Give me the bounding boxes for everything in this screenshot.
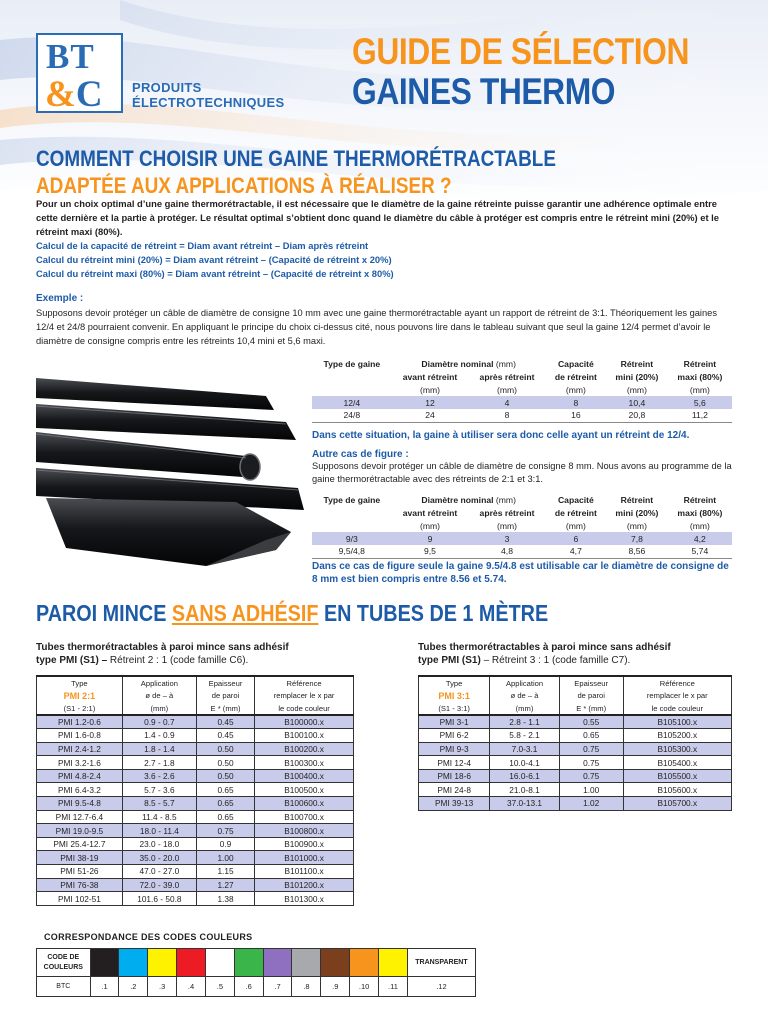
pmi-2-1-cell: PMI 12.7-6.4 — [37, 810, 123, 824]
pmi-2-1-cell: B100500.x — [255, 783, 354, 797]
pmi-3-1-cell: 0.75 — [559, 756, 623, 770]
table-row — [37, 783, 354, 797]
col-diametre-nominal: Diamètre nominal (mm) — [421, 358, 516, 369]
calc-table-1-header-row-2: avant rétreint après rétreint de rétreint mini (20%) maxi (80%) — [402, 371, 723, 382]
table-row — [37, 824, 354, 838]
pmi-2-1-cell: PMI 9.5-4.8 — [37, 797, 123, 811]
color-code-row — [37, 977, 476, 997]
pmi-3-1-cell: 16.0-6.1 — [490, 769, 559, 783]
table-row — [37, 810, 354, 824]
table-row — [419, 742, 732, 756]
pmi-2-1-cell: PMI 102-51 — [37, 892, 123, 906]
pmi-3-1-cell: PMI 12-4 — [419, 756, 490, 770]
pmi-2-1-cell: B100100.x — [255, 729, 354, 743]
color-swatch — [177, 949, 206, 977]
color-swatch — [321, 949, 350, 977]
table-row — [37, 729, 354, 743]
pmi-3-1-cell: 21.0-8.1 — [490, 783, 559, 797]
pmi-2-1-header-2: PMI 2:1 ø de – à de paroi remplacer le x par — [37, 689, 354, 702]
pmi-2-1-cell: 101.6 - 50.8 — [122, 892, 196, 906]
pmi-3-1-header-2: PMI 3:1 ø de – à de paroi remplacer le x par — [419, 689, 732, 702]
formula-min: Calcul du rétreint mini (20%) = Diam avant rétreint – (Capacité de rétreint x 20%) — [36, 254, 392, 265]
pmi-2-1-cell: 2.7 - 1.8 — [122, 756, 196, 770]
calc-table-1-unit-row: (mm) (mm) (mm) (mm) (mm) — [419, 384, 710, 395]
pmi-left-caption: Tubes thermorétractables à paroi mince sans adhésif type PMI (S1) – Rétreint 2 : 1 (code famille C6). — [36, 642, 289, 666]
pmi-2-1-cell: B100300.x — [255, 756, 354, 770]
logo-letters-c: &C — [45, 74, 103, 115]
heat-shrink-tubes-photo — [36, 370, 306, 572]
pmi-2-1-cell: B101000.x — [255, 851, 354, 865]
other-case-text: Supposons devoir protéger un câble de diamètre de consigne 8 mm. Nous avons au programme de la gaine thermorétractable avec des rétreints de 2:1 et 3:1. — [312, 461, 732, 484]
color-code-value: .10 — [350, 977, 379, 997]
pmi-3-1-cell: PMI 39-13 — [419, 797, 490, 811]
pmi-3-1-cell: B105200.x — [623, 729, 731, 743]
table-row — [37, 865, 354, 879]
pmi-3-1-cell: PMI 18-6 — [419, 769, 490, 783]
table-row — [419, 783, 732, 797]
color-code-value: .5 — [205, 977, 234, 997]
color-code-value: .12 — [407, 977, 475, 997]
pmi-2-1-cell: 0.65 — [196, 783, 254, 797]
pmi-3-1-cell: 5.8 - 2.1 — [490, 729, 559, 743]
pmi-2-1-cell: B100400.x — [255, 769, 354, 783]
pmi-2-1-cell: B100700.x — [255, 810, 354, 824]
table-row: 24/8 24 8 16 20,8 11,2 — [312, 409, 732, 422]
company-logo — [36, 33, 123, 113]
pmi-3-1-cell: 0.65 — [559, 729, 623, 743]
pmi-3-1-cell: 1.02 — [559, 797, 623, 811]
pmi-2-1-cell: 23.0 - 18.0 — [122, 837, 196, 851]
pmi-3-1-cell: B105600.x — [623, 783, 731, 797]
pmi-2-1-cell: 72.0 - 39.0 — [122, 878, 196, 892]
table-row — [37, 837, 354, 851]
pmi-3-1-cell: 7.0-3.1 — [490, 742, 559, 756]
table-row — [37, 892, 354, 906]
color-swatch — [90, 949, 119, 977]
calc-table-2-note: Dans ce cas de figure seule la gaine 9.5/4.8 est utilisable car le diamètre de consigne de 8 mm est bien compris entre 8.56 et 5.74. — [312, 561, 729, 585]
page-title-line1: GUIDE DE SÉLECTION — [352, 31, 690, 72]
intro-paragraph — [36, 197, 736, 281]
pmi-2-1-cell: B100900.x — [255, 837, 354, 851]
pmi-3-1-cell: 2.8 - 1.1 — [490, 715, 559, 729]
pmi-2-1-cell: 0.75 — [196, 824, 254, 838]
pmi-2-1-cell: 1.15 — [196, 865, 254, 879]
example-text: Supposons devoir protéger un câble de diamètre de consigne 10 mm avec une gaine thermorétractable ayant un rapport de rétreint de 3:1. Théoriquement les gaines 12/4 et 24/8 pourraient convenir. En appliquant le principe du choix ci-dessus cité, nous pouvons lire dans le tableau suivant que seul la gaine 12/4 permet d’avoir le diamètre de consigne compris entre les rétreints 10,4 mini et 5,6 maxi. — [36, 308, 717, 346]
pmi-3-1-cell: PMI 3-1 — [419, 715, 490, 729]
pmi-3-1-table — [418, 675, 732, 811]
table-row: 9,5/4,8 9,5 4,8 4,7 8,56 5,74 — [312, 545, 732, 558]
pmi-2-1-cell: 0.65 — [196, 810, 254, 824]
pmi-3-1-cell: PMI 9-3 — [419, 742, 490, 756]
pmi-2-1-cell: 1.8 - 1.4 — [122, 742, 196, 756]
color-swatch — [119, 949, 148, 977]
section2-heading: PAROI MINCE SANS ADHÉSIF EN TUBES DE 1 MÈTRE — [36, 600, 549, 626]
table-row — [37, 797, 354, 811]
pmi-3-1-cell: B105500.x — [623, 769, 731, 783]
pmi-3-1-cell: B105300.x — [623, 742, 731, 756]
pmi-2-1-cell: 1.38 — [196, 892, 254, 906]
pmi-3-1-cell: B105700.x — [623, 797, 731, 811]
color-swatch-row — [37, 949, 476, 977]
example-title: Exemple : — [36, 293, 84, 304]
color-code-value: .2 — [119, 977, 148, 997]
pmi-2-1-cell: B101200.x — [255, 878, 354, 892]
section1-heading-line1: COMMENT CHOISIR UNE GAINE THERMORÉTRACTABLE — [36, 146, 556, 171]
pmi-2-1-cell: B101300.x — [255, 892, 354, 906]
intro-text: Pour un choix optimal d’une gaine thermorétractable, il est nécessaire que le diamètre de la gaine rétreinte puisse garantir une adhérence optimale entre cette dernière et la partie à protéger. Le résultat optimal s’obtient donc quand le diamètre du câble à protéger est compris entre le rétreint mini (20%) et le rétreint maxi (80%). — [36, 198, 719, 237]
page-title-line2: GAINES THERMO — [352, 71, 616, 112]
pmi-2-1-cell: 3.6 - 2.6 — [122, 769, 196, 783]
pmi-3-1-cell: B105100.x — [623, 715, 731, 729]
pmi-2-1-cell: PMI 2.4-1.2 — [37, 742, 123, 756]
pmi-right-caption: Tubes thermorétractables à paroi mince sans adhésif type PMI (S1) – Rétreint 3 : 1 (code famille C7). — [418, 642, 671, 666]
pmi-3-1-cell: 1.00 — [559, 783, 623, 797]
table-row — [419, 729, 732, 743]
pmi-2-1-cell: B100600.x — [255, 797, 354, 811]
pmi-2-1-cell: 35.0 - 20.0 — [122, 851, 196, 865]
calc-table-1-header-row — [312, 357, 732, 370]
pmi-2-1-cell: 0.45 — [196, 729, 254, 743]
pmi-2-1-cell: PMI 38-19 — [37, 851, 123, 865]
color-swatch — [205, 949, 234, 977]
other-case-title: Autre cas de figure : — [312, 449, 409, 460]
calc-table-2 — [312, 493, 732, 559]
pmi-2-1-cell: 0.65 — [196, 797, 254, 811]
pmi-2-1-cell: B100800.x — [255, 824, 354, 838]
color-code-value: .6 — [234, 977, 263, 997]
pmi-2-1-cell: 0.50 — [196, 769, 254, 783]
color-code-value: .8 — [292, 977, 321, 997]
pmi-2-1-cell: PMI 76-38 — [37, 878, 123, 892]
color-code-value: .11 — [379, 977, 408, 997]
color-swatch — [234, 949, 263, 977]
color-code-value: .1 — [90, 977, 119, 997]
color-swatch — [263, 949, 292, 977]
calc-table-2-header-row: Type de gaine Diamètre nominal (mm) Capacité Rétreint Rétreint — [323, 494, 717, 505]
color-swatch — [148, 949, 177, 977]
col-retreint-mini: Rétreint — [620, 358, 654, 369]
pmi-2-1-cell: PMI 25.4-12.7 — [37, 837, 123, 851]
pmi-3-1-cell: PMI 6-2 — [419, 729, 490, 743]
pmi-2-1-cell: 8.5 - 5.7 — [122, 797, 196, 811]
calc-table-1-note: Dans cette situation, la gaine à utiliser sera donc celle ayant un rétreint de 12/4. — [312, 430, 690, 441]
logo-tagline-line1: PRODUITS — [132, 80, 202, 95]
pmi-2-1-cell: 18.0 - 11.4 — [122, 824, 196, 838]
table-row: 12/4 12 4 8 10,4 5,6 — [312, 396, 732, 409]
color-code-value: .9 — [321, 977, 350, 997]
pmi-2-1-cell: B100200.x — [255, 742, 354, 756]
table-row — [419, 769, 732, 783]
calc-table-2-unit-row: (mm) (mm) (mm) (mm) (mm) — [419, 520, 710, 531]
pmi-2-1-cell: 1.27 — [196, 878, 254, 892]
table-row: 9/3 9 3 6 7,8 4,2 — [312, 532, 732, 545]
pmi-3-1-cell: 10.0-4.1 — [490, 756, 559, 770]
calc-table-1 — [312, 357, 732, 423]
color-swatch — [379, 949, 408, 977]
table-row — [37, 851, 354, 865]
color-codes-label: CODE DE COULEURS — [37, 949, 91, 977]
color-swatch — [350, 949, 379, 977]
logo-letters-bt: BT — [46, 37, 95, 76]
pmi-3-1-cell: 0.55 — [559, 715, 623, 729]
pmi-2-1-cell: PMI 6.4-3.2 — [37, 783, 123, 797]
logo-tagline — [132, 80, 284, 110]
logo-tagline-line2: ÉLECTROTECHNIQUES — [132, 95, 285, 110]
pmi-2-1-cell: 11.4 - 8.5 — [122, 810, 196, 824]
pmi-2-1-table — [36, 675, 354, 906]
page-title — [352, 32, 689, 112]
formula-max: Calcul du rétreint maxi (80%) = Diam avant rétreint – (Capacité de rétreint x 80%) — [36, 268, 394, 279]
table-row — [37, 742, 354, 756]
pmi-3-1-cell: 0.75 — [559, 769, 623, 783]
pmi-3-1-cell: PMI 24-8 — [419, 783, 490, 797]
pmi-3-1-cell: B105400.x — [623, 756, 731, 770]
table-row — [37, 769, 354, 783]
section1-heading-line2: ADAPTÉE AUX APPLICATIONS À RÉALISER ? — [36, 173, 452, 198]
pmi-2-1-cell: 5.7 - 3.6 — [122, 783, 196, 797]
color-code-value: .3 — [148, 977, 177, 997]
pmi-2-1-cell: PMI 4.8-2.4 — [37, 769, 123, 783]
pmi-2-1-cell: 0.50 — [196, 742, 254, 756]
col-retreint-maxi: Rétreint — [683, 358, 717, 369]
color-codes-table — [36, 948, 476, 997]
pmi-2-1-cell: PMI 51-26 — [37, 865, 123, 879]
pmi-3-1-cell: 37.0-13.1 — [490, 797, 559, 811]
color-code-value: .4 — [177, 977, 206, 997]
col-type-gaine: Type de gaine — [323, 358, 381, 369]
table-row — [419, 715, 732, 729]
pmi-2-1-cell: PMI 1.2-0.6 — [37, 715, 123, 729]
pmi-2-1-cell: 1.00 — [196, 851, 254, 865]
pmi-3-1-header-1: Type Application Epaisseur Référence — [419, 676, 732, 689]
pmi-2-1-cell: PMI 3.2-1.6 — [37, 756, 123, 770]
btc-label: BTC — [37, 977, 91, 997]
pmi-2-1-cell: B100000.x — [255, 715, 354, 729]
pmi-2-1-cell: 0.9 - 0.7 — [122, 715, 196, 729]
pmi-2-1-cell: B101100.x — [255, 865, 354, 879]
pmi-2-1-cell: 1.4 - 0.9 — [122, 729, 196, 743]
pmi-3-1-cell: 0.75 — [559, 742, 623, 756]
pmi-2-1-header-1: Type Application Epaisseur Référence — [37, 676, 354, 689]
color-codes-title: CORRESPONDANCE DES CODES COULEURS — [44, 932, 253, 942]
table-row — [37, 878, 354, 892]
pmi-2-1-cell: PMI 1.6-0.8 — [37, 729, 123, 743]
pmi-2-1-cell: 0.45 — [196, 715, 254, 729]
color-code-value: .7 — [263, 977, 292, 997]
pmi-3-1-header-3: (S1 - 3:1) (mm) E * (mm) le code couleur — [419, 702, 732, 715]
color-swatch — [292, 949, 321, 977]
col-capacite: Capacité — [557, 358, 594, 369]
table-row — [419, 756, 732, 770]
pmi-2-1-cell: PMI 19.0-9.5 — [37, 824, 123, 838]
table-row — [419, 797, 732, 811]
pmi-2-1-cell: 47.0 - 27.0 — [122, 865, 196, 879]
table-row — [37, 715, 354, 729]
formula-capacity: Calcul de la capacité de rétreint = Diam avant rétreint – Diam après rétreint — [36, 240, 369, 251]
calc-table-2-header-row-2: avant rétreint après rétreint de rétreint mini (20%) maxi (80%) — [402, 507, 723, 518]
table-row — [37, 756, 354, 770]
pmi-2-1-header-3: (S1 - 2:1) (mm) E * (mm) le code couleur — [37, 702, 354, 715]
pmi-2-1-cell: 0.50 — [196, 756, 254, 770]
color-swatch-transparent: TRANSPARENT — [407, 949, 475, 977]
pmi-2-1-cell: 0.9 — [196, 837, 254, 851]
